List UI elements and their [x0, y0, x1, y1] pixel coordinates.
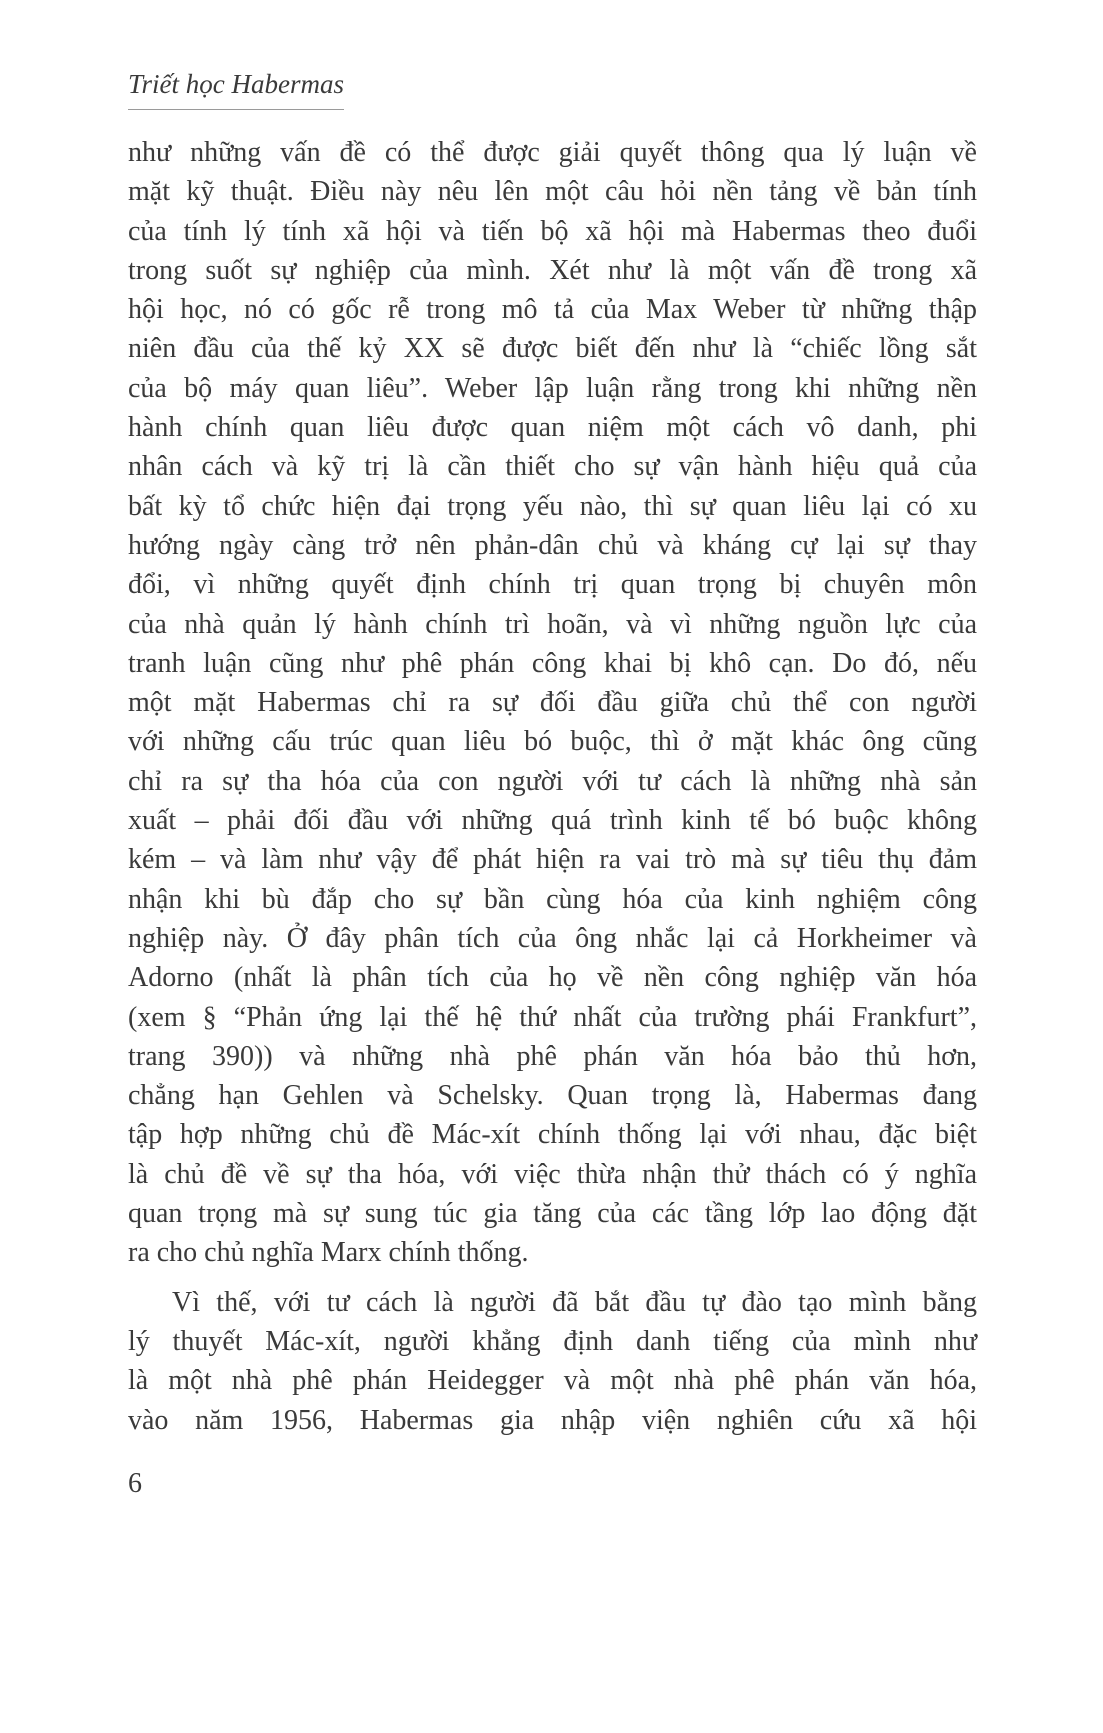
text-line: Vì thế, với tư cách là người đã bắt đầu tự đào tạo mình bằng [172, 1286, 977, 1318]
paragraph [128, 133, 977, 1273]
text-line: nhân cách và kỹ trị là cần thiết cho sự vận hành hiệu quả của [128, 451, 977, 483]
text-line: trang 390)) và những nhà phê phán văn hóa bảo thủ hơn, [128, 1040, 977, 1072]
text-line: hội học, nó có gốc rễ trong mô tả của Max Weber từ những thập [128, 294, 977, 326]
text-line: của bộ máy quan liêu”. Weber lập luận rằng trong khi những nền [128, 372, 977, 404]
text-line: của nhà quản lý hành chính trì hoãn, và vì những nguồn lực của [128, 608, 977, 640]
text-line: đổi, vì những quyết định chính trị quan trọng bị chuyên môn [128, 569, 977, 601]
text-line: chỉ ra sự tha hóa của con người với tư cách là những nhà sản [128, 765, 977, 797]
text-line: của tính lý tính xã hội và tiến bộ xã hội mà Habermas theo đuổi [128, 215, 977, 247]
text-line: nghiệp này. Ở đây phân tích của ông nhắc lại cả Horkheimer và [128, 922, 977, 954]
text-line: một mặt Habermas chỉ ra sự đối đầu giữa chủ thể con người [128, 687, 977, 719]
text-line: quan trọng mà sự sung túc gia tăng của các tầng lớp lao động đặt [128, 1198, 977, 1230]
text-line: kém – và làm như vậy để phát hiện ra vai trò mà sự tiêu thụ đảm [128, 844, 977, 876]
text-line: bất kỳ tổ chức hiện đại trọng yếu nào, thì sự quan liêu lại có xu [128, 490, 977, 522]
text-line: tranh luận cũng như phê phán công khai bị khô cạn. Do đó, nếu [128, 647, 977, 679]
text-line: như những vấn đề có thể được giải quyết thông qua lý luận về [128, 137, 977, 168]
text-line: mặt kỹ thuật. Điều này nêu lên một câu hỏi nền tảng về bản tính [128, 176, 977, 208]
text-line: là một nhà phê phán Heidegger và một nhà phê phán văn hóa, [128, 1365, 977, 1397]
text-line: với những cấu trúc quan liêu bó buộc, thì ở mặt khác ông cũng [128, 726, 977, 758]
text-line: niên đầu của thế kỷ XX sẽ được biết đến như là “chiếc lồng sắt [128, 333, 977, 365]
text-line: ra cho chủ nghĩa Marx chính thống. [128, 1237, 529, 1269]
running-header [128, 68, 344, 110]
text-line: chẳng hạn Gehlen và Schelsky. Quan trọng là, Habermas đang [128, 1080, 977, 1112]
paragraph [128, 1283, 977, 1440]
page-number: 6 [128, 1468, 142, 1499]
text-line: hành chính quan liêu được quan niệm một cách vô danh, phi [128, 412, 977, 444]
text-line: lý thuyết Mác-xít, người khẳng định danh tiếng của mình như [128, 1325, 977, 1357]
text-line: là chủ đề về sự tha hóa, với việc thừa nhận thử thách có ý nghĩa [128, 1158, 977, 1190]
text-line: nhận khi bù đắp cho sự bần cùng hóa của kinh nghiệm công [128, 883, 977, 915]
running-header-title: Triết học Habermas [128, 68, 344, 110]
text-line: tập hợp những chủ đề Mác-xít chính thống lại với nhau, đặc biệt [128, 1119, 977, 1151]
body-text [128, 133, 977, 1440]
text-line: trong suốt sự nghiệp của mình. Xét như là một vấn đề trong xã [128, 254, 977, 286]
text-line: vào năm 1956, Habermas gia nhập viện nghiên cứu xã hội [128, 1404, 977, 1436]
text-line: xuất – phải đối đầu với những quá trình kinh tế bó buộc không [128, 805, 977, 837]
text-line: hướng ngày càng trở nên phản-dân chủ và kháng cự lại sự thay [128, 529, 977, 561]
text-line: (xem § “Phản ứng lại thế hệ thứ nhất của trường phái Frankfurt”, [128, 1001, 977, 1033]
text-line: Adorno (nhất là phân tích của họ về nền công nghiệp văn hóa [128, 962, 977, 994]
